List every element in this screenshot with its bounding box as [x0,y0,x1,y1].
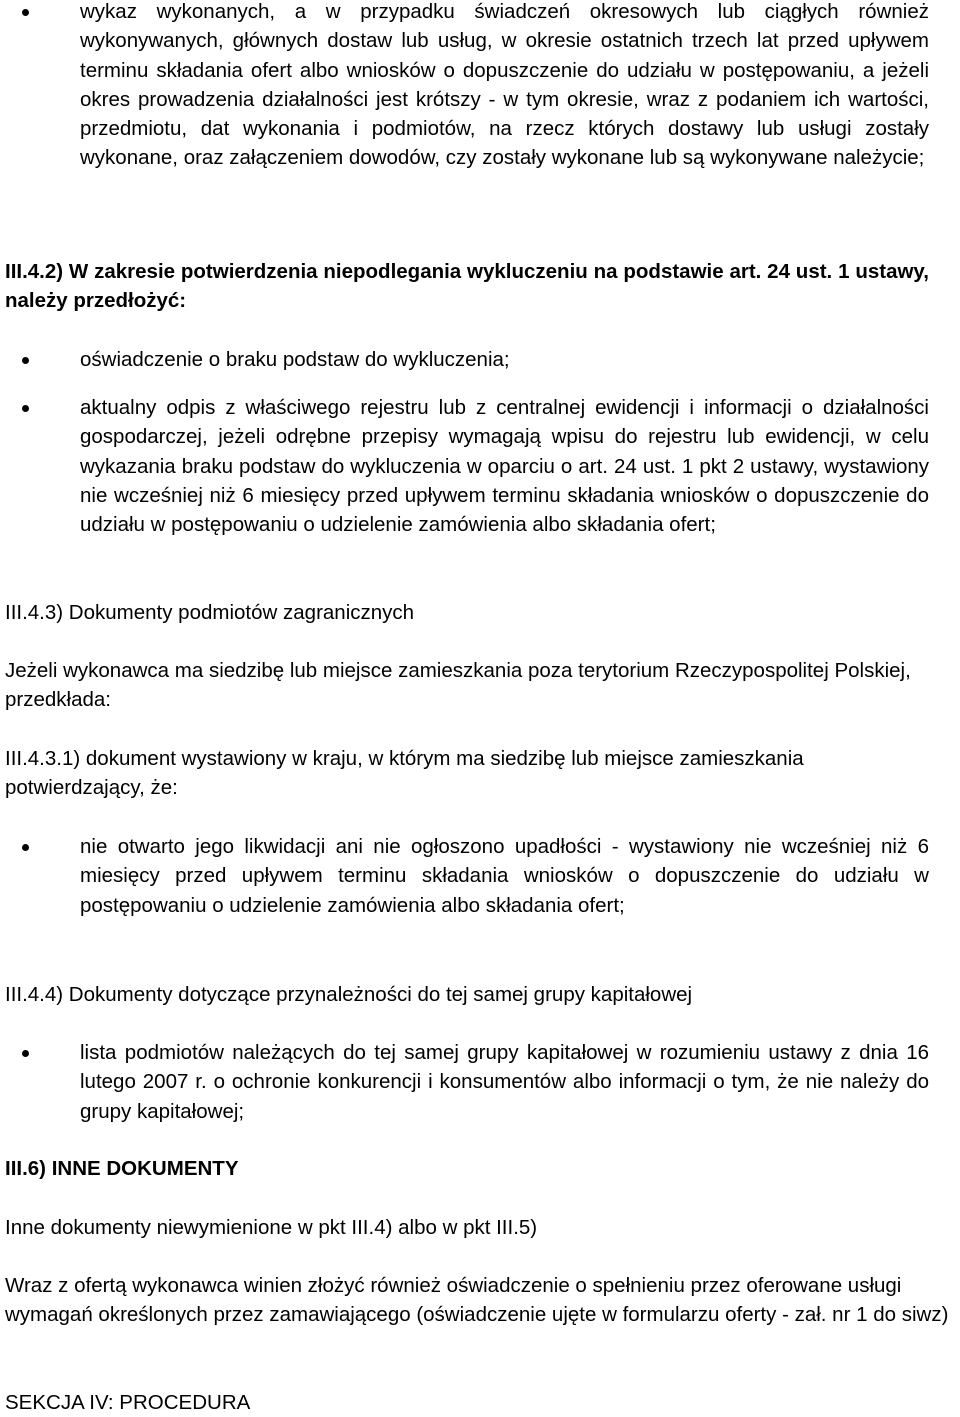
paragraph: Inne dokumenty niewymienione w pkt III.4) albo w pkt III.5) [5,1216,538,1239]
section-heading-iii-4-3: III.4.3) Dokumenty podmiotów zagranicznych [5,601,415,624]
list-item-text: oświadczenie o braku podstaw do wykluczenia; [80,348,510,371]
bullet-icon [22,9,29,16]
list-item-text: aktualny odpis z właściwego rejestru lub z centralnej ewidencji i informacji o działalności gospodarczej, jeżeli odrębne przepisy wymagają wpisu do rejestru lub ewidencji, w celu wykazania braku podstaw do wykluczenia w oparciu o art. 24 ust. 1 pkt 2 ustawy, wystawiony nie wcześniej niż 6 miesięcy przed upływem terminu składania wniosków o dopuszczenie do udziału w postępowaniu o udzielenie zamówienia albo składania ofert; [80,396,929,537]
section-heading-iii-4-4: III.4.4) Dokumenty dotyczące przynależności do tej samej grupy kapitałowej [5,983,693,1006]
list-item-text: nie otwarto jego likwidacji ani nie ogłoszono upadłości - wystawiony nie wcześniej niż 6 miesięcy przed upływem terminu składania wniosków o dopuszczenie do udziału w postępowaniu o udzielenie zamówienia albo składania ofert; [80,835,929,917]
section-title-iv: SEKCJA IV: PROCEDURA [5,1391,251,1414]
paragraph: Wraz z ofertą wykonawca winien złożyć również oświadczenie o spełnieniu przez oferowane usługi wymagań określonych przez zamawiającego (oświadczenie ujęte w formularzu oferty - zał. nr 1 do siwz) [5,1274,949,1327]
list-item-text: lista podmiotów należących do tej samej grupy kapitałowej w rozumieniu ustawy z dnia 16 lutego 2007 r. o ochronie konkurencji i konsumentów albo informacji o tym, że nie należy do grupy kapitałowej; [80,1041,929,1123]
section-heading-iii-6: III.6) INNE DOKUMENTY [5,1157,239,1180]
bullet-icon [22,844,29,851]
bullet-icon [22,1050,29,1057]
section-heading-iii-4-2: III.4.2) W zakresie potwierdzenia niepodlegania wykluczeniu na podstawie art. 24 ust. 1 ustawy, należy przedłożyć: [5,260,929,313]
list-item-text: wykaz wykonanych, a w przypadku świadczeń okresowych lub ciągłych również wykonywanych, głównych dostaw lub usług, w okresie ostatnich trzech lat przed upływem terminu składania ofert albo wniosków o dopuszczenie do udziału w postępowaniu, a jeżeli okres prowadzenia działalności jest krótszy - w tym okresie, wraz z podaniem ich wartości, przedmiotu, dat wykonania i podmiotów, na rzecz których dostawy lub usługi zostały wykonane, oraz załączeniem dowodów, czy zostały wykonane lub są wykonywane należycie; [80,0,929,170]
paragraph: Jeżeli wykonawca ma siedzibę lub miejsce zamieszkania poza terytorium Rzeczypospolitej Polskiej, przedkłada: [5,659,911,712]
bullet-icon [22,405,29,412]
bullet-icon [22,357,29,364]
paragraph: III.4.3.1) dokument wystawiony w kraju, w którym ma siedzibę lub miejsce zamieszkania potwierdzający, że: [5,747,804,800]
